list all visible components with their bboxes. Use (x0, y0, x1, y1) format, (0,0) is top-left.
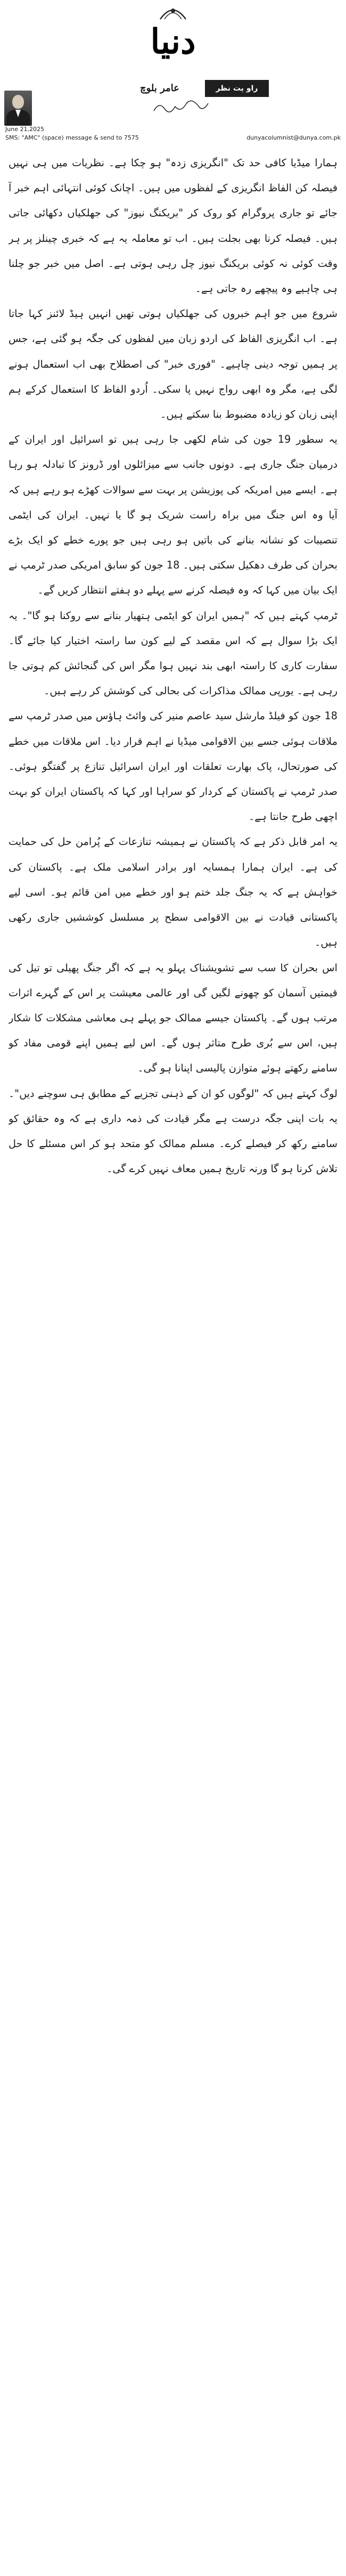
logo-wordmark (128, 18, 218, 65)
article-paragraph: 18 جون کو فیلڈ مارشل سید عاصم منیر کی وائٹ ہاؤس میں صدر ٹرمپ سے ملاقات ہوئی جسے بین الاقوامی میڈیا نے اہم قرار دیا۔ اس ملاقات میں خطے کی صورتحال، پاک بھارت تعلقات اور ایران اسرائیل تنازع پر گفتگو ہوئی۔ صدر ٹرمپ نے پاکستان کے کردار کو سراہا اور کہا کہ پاکستان ایران کو بہت اچھی طرح جانتا ہے۔ (9, 710, 337, 823)
article-paragraph: ٹرمپ کہتے ہیں کہ "ہمیں ایران کو ایٹمی ہتھیار بنانے سے روکنا ہو گا"۔ یہ ایک بڑا سوال ہے کہ اس مقصد کے لیے کون سا راستہ اختیار کیا جائے گا۔ سفارت کاری کا راستہ ابھی بند نہیں ہوا مگر اس کی گنجائش کم ہوتی جا رہی ہے۔ یورپی ممالک مذاکرات کی بحالی کی کوشش کر رہے ہیں۔ (9, 609, 337, 697)
article-paragraph: اس بحران کا سب سے تشویشناک پہلو یہ ہے کہ اگر جنگ پھیلی تو تیل کی قیمتیں آسمان کو چھونے لگیں گی اور عالمی معیشت پر اس کے گہرے اثرات مرتب ہوں گے۔ پاکستان جیسے ممالک جو پہلے ہی معاشی مشکلات کا شکار ہیں، اس سے بُری طرح متاثر ہوں گے۔ اس لیے ہمیں اپنے قومی مفاد کو سامنے رکھتے ہوئے متوازن پالیسی اپنانا ہو گی۔ (9, 961, 337, 1075)
publish-date: June 21,2025 (5, 126, 44, 133)
column-header (120, 80, 269, 120)
author-signature-icon (152, 99, 210, 115)
author-photo (4, 91, 32, 126)
columnist-email[interactable]: dunyacolumnist@dunya.com.pk (246, 134, 341, 141)
article-paragraph: ہمارا میڈیا کافی حد تک "انگریزی زدہ" ہو چکا ہے۔ نظریات میں ہی نہیں فیصلہ کن الفاظ انگریزی کے لفظوں میں ہیں۔ اچانک کوئی انتہائی اہم خبر آ جائے تو جاری پروگرام کو روک کر "بریکنگ نیوز" کی جھلکیاں دکھائی جاتی ہیں۔ فیصلہ کرنا بھی بجلت ہیں۔ اب تو معاملہ یہ ہے کہ خبری چینلز پر ہر وقت کوئی نہ کوئی بریکنگ نیوز چل رہی ہوتی ہے۔ اصل میں خبر جو چلنا ہی چاہیے وہ پیچھے رہ جاتی ہے۔ (9, 157, 337, 295)
meta-row (0, 126, 346, 141)
article-paragraph: یہ امر قابل ذکر ہے کہ پاکستان نے ہمیشہ تنازعات کے پُرامن حل کی حمایت کی ہے۔ ایران ہمارا ہمسایہ اور برادر اسلامی ملک ہے۔ پاکستان کی خواہش ہے کہ یہ جنگ جلد ختم ہو اور خطے میں امن قائم ہو۔ اسی لیے پاکستانی قیادت نے بین الاقوامی سطح پر مسلسل کوششیں جاری رکھی ہیں۔ (9, 835, 337, 949)
article-body (9, 150, 337, 2558)
article-paragraph: یہ سطور 19 جون کی شام لکھی جا رہی ہیں تو اسرائیل اور ایران کے درمیان جنگ جاری ہے۔ دونوں جانب سے میزائلوں اور ڈرونز کا تبادلہ ہو رہا ہے۔ ایسے میں امریکہ کی پوزیشن پر بہت سے سوالات کھڑے ہو رہے ہیں کہ آیا وہ اس جنگ میں براہ راست شریک ہو گا یا نہیں۔ ایران کی ایٹمی تنصیبات کو نشانہ بنانے کی باتیں ہو رہی ہیں جو پورے خطے کو ایک بڑے بحران کی طرف دھکیل سکتی ہیں۔ 18 جون کو سابق امریکی صدر ٹرمپ نے ایک بیان میں کہا کہ وہ فیصلہ کرنے سے پہلے دو ہفتے انتظار کریں گے۔ (9, 433, 337, 597)
article-paragraph: لوگ کہتے ہیں کہ "لوگوں کو ان کے ذہنی تجزیے کے مطابق ہی سوچنے دیں"۔ یہ بات اپنی جگہ درست ہے مگر قیادت کی ذمہ داری ہے کہ وہ حقائق کو سامنے رکھ کر فیصلے کرے۔ مسلم ممالک کو متحد ہو کر اس مسئلے کا حل تلاش کرنا ہو گا ورنہ تاریخ ہمیں معاف نہیں کرے گی۔ (9, 1087, 337, 1175)
column-label-badge: راو یت نظر (205, 80, 269, 97)
columnist-name: عامر بلوچ (140, 83, 179, 94)
svg-text:دنیا: دنیا (150, 22, 196, 62)
dunya-logo (128, 3, 218, 66)
sms-info: SMS: "AMC" (space) message & send to 7575 (5, 134, 139, 141)
masthead (0, 0, 346, 147)
article-paragraph: شروع میں جو اہم خبروں کی جھلکیاں ہوتی تھیں انہیں ہیڈ لائنز کہا جاتا ہے۔ اب انگریزی الفاظ کی اردو زبان میں لفظوں کی جگہ ہو گئی ہے، جس پر ہمیں توجہ دینی چاہیے۔ "فوری خبر" کی اصطلاح بھی اب استعمال ہونے لگی ہے، مگر وہ ابھی رواج نہیں پا سکی۔ اُردو الفاظ کا استعمال کرکے ہم اپنی زبان کو زیادہ مضبوط بنا سکتے ہیں۔ (9, 307, 337, 421)
